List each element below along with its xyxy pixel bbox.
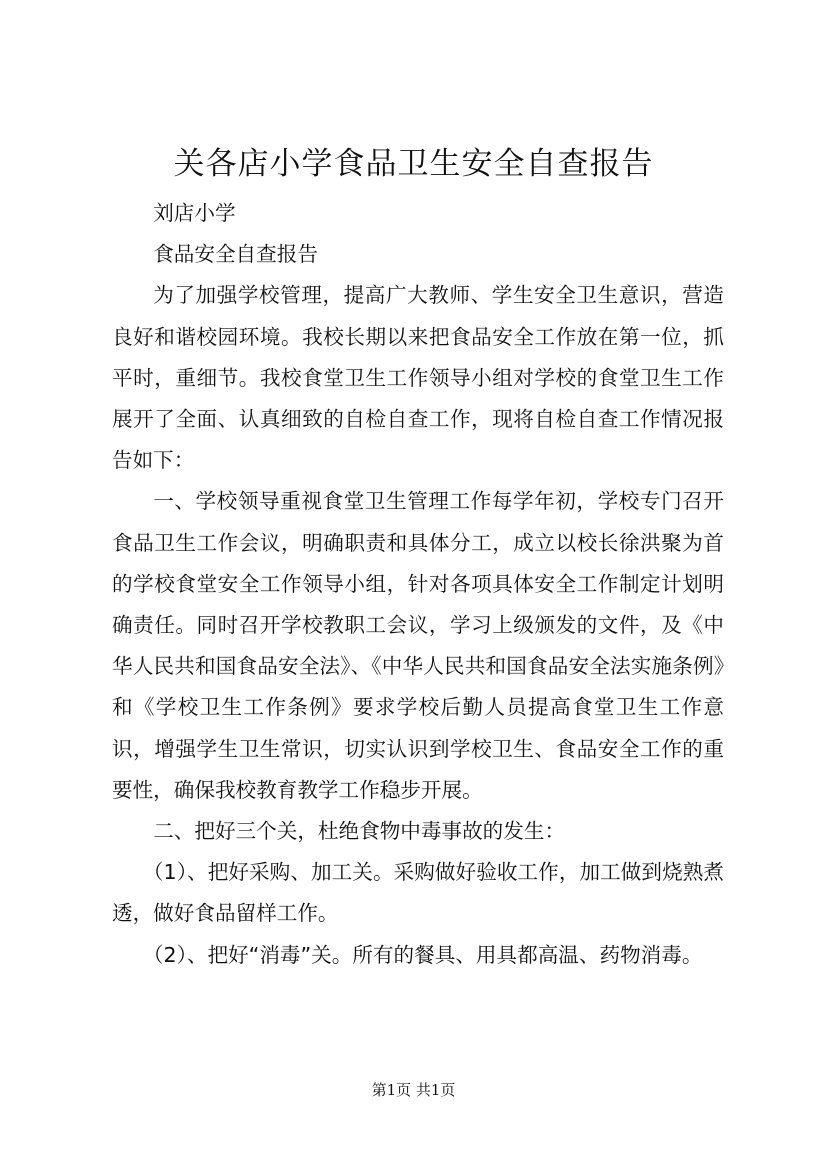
- report-subtitle-line: 食品安全自查报告: [153, 242, 318, 267]
- page-footer: 第1页 共1页: [371, 1081, 456, 1099]
- school-name-line: 刘店小学: [153, 201, 236, 225]
- item-one-paragraph: （1）、把好采购、加工关。采购做好验收工作，加工做到烧熟煮透，做好食品留样工作。: [112, 860, 724, 926]
- section-two-heading: 二、把好三个关，杜绝食物中毒事故的发生：: [153, 819, 566, 844]
- section-one-paragraph: 一、学校领导重视食堂卫生管理工作每学年初，学校专门召开食品卫生工作会议，明确职责和具体分工，成立以校长徐洪聚为首的学校食堂安全工作领导小组，针对各项具体安全工作制定计划明确责任。同时召开学校教职工会议，学习上级颁发的文件，及《中华人民共和国食品安全法》、《中华人民共和国食品安全法实施条例》和《学校卫生工作条例》要求学校后勤人员提高食堂卫生工作意识，增强学生卫生常识，切实认识到学校卫生、食品安全工作的重要性，确保我校教育教学工作稳步开展。: [112, 489, 724, 802]
- item-two-paragraph: （2）、把好“消毒”关。所有的餐具、用具都高温、药物消毒。: [142, 942, 703, 967]
- intro-paragraph: 为了加强学校管理，提高广大教师、学生安全卫生意识，营造良好和谐校园环境。我校长期以来把食品安全工作放在第一位，抓平时，重细节。我校食堂卫生工作领导小组对学校的食堂卫生工作展开了全面、认真细致的自检自查工作，现将自检自查工作情况报告如下：: [112, 283, 724, 473]
- document-body: [112, 193, 724, 976]
- document-title: 关各店小学食品卫生安全自查报告: [173, 146, 654, 182]
